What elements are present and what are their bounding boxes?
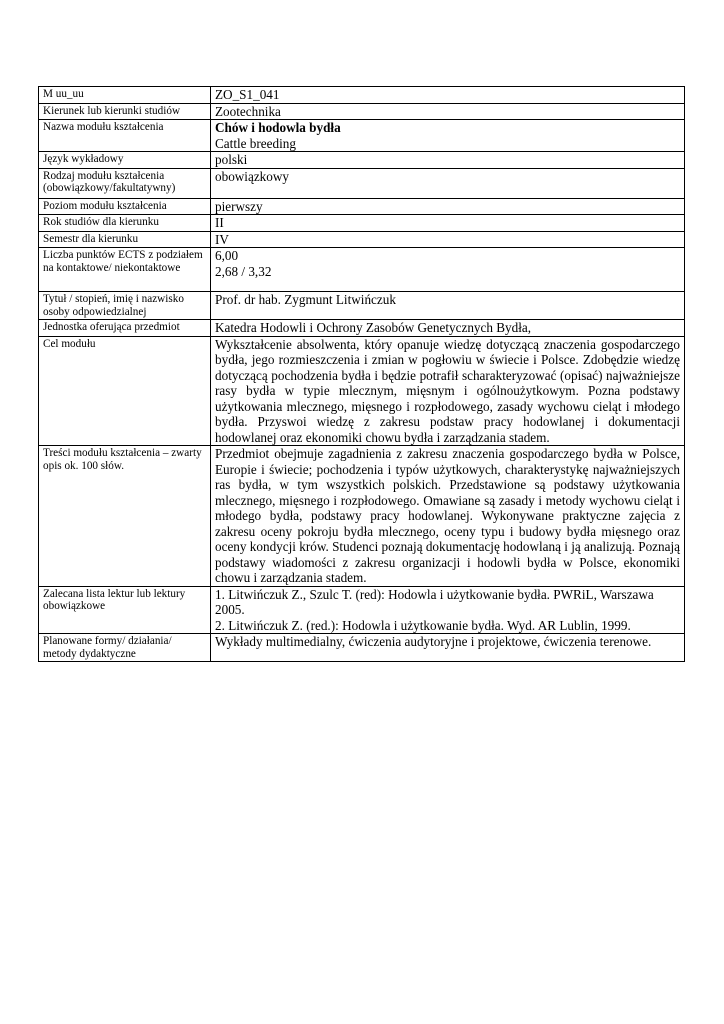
module-level-value: pierwszy: [211, 198, 685, 215]
table-row: [39, 215, 685, 232]
field-of-study-value: Zootechnika: [211, 103, 685, 120]
unit-value: Katedra Hodowli i Ochrony Zasobów Genetycznych Bydła,: [211, 320, 685, 337]
table-row: [39, 248, 685, 292]
semester-label: Semestr dla kierunku: [39, 231, 211, 248]
table-row: [39, 320, 685, 337]
teaching-methods-label: Planowane formy/ działania/ metody dydaktyczne: [39, 634, 211, 662]
field-of-study-label: Kierunek lub kierunki studiów: [39, 103, 211, 120]
table-row: [39, 103, 685, 120]
table-row: [39, 152, 685, 169]
table-row: [39, 446, 685, 587]
module-type-value: obowiązkowy: [211, 168, 685, 198]
reading-list-item: 1. Litwińczuk Z., Szulc T. (red): Hodowla i użytkowanie bydła. PWRiL, Warszawa 2005.: [215, 586, 654, 617]
table-row: [39, 198, 685, 215]
ects-cell: [211, 248, 685, 292]
study-year-value: II: [211, 215, 685, 232]
module-goal-label: Cel modułu: [39, 336, 211, 446]
responsible-person-label: Tytuł / stopień, imię i nazwisko osoby odpowiedzialnej: [39, 292, 211, 320]
module-name-english: Cattle breeding: [215, 135, 296, 151]
module-level-label: Poziom modułu kształcenia: [39, 198, 211, 215]
table-row: [39, 231, 685, 248]
reading-list-item: 2. Litwińczuk Z. (red.): Hodowla i użytkowanie bydła. Wyd. AR Lublin, 1999.: [215, 617, 631, 633]
table-row: [39, 168, 685, 198]
study-year-label: Rok studiów dla kierunku: [39, 215, 211, 232]
lecture-language-value: polski: [211, 152, 685, 169]
module-code-value: ZO_S1_041: [211, 87, 685, 104]
module-description-table: [38, 86, 685, 662]
module-goal-value: Wykształcenie absolwenta, który opanuje wiedzę dotyczącą znaczenia gospodarczego bydła, jego rozmieszczenia i zmian w pogłowiu w świecie i Polsce. Zdobędzie wiedzę dotyczącą pochodzenia bydła i będzie potrafił scharakteryzować (opisać) najważniejsze rasy bydła w typie mlecznym, mięsnym i ogólnoużytkowym. Pozna podstawy użytkowania mlecznego, mięsnego i rozpłodowego, zasady wychowu cieląt i młodego bydła. Przyswoi wiedzę z zakresu podstaw pracy hodowlanej i dokumentacji hodowlanej oraz ekonomiki chowu bydła i zarządzania stadem.: [211, 336, 685, 446]
ects-split: 2,68 / 3,32: [215, 263, 272, 279]
ects-total: 6,00: [215, 248, 239, 263]
module-name-label: Nazwa modułu kształcenia: [39, 120, 211, 152]
reading-list-label: Zalecana lista lektur lub lektury obowiązkowe: [39, 586, 211, 634]
module-content-value: Przedmiot obejmuje zagadnienia z zakresu znaczenia gospodarczego bydła w Polsce, Europie i świecie; pochodzenia i typów użytkowych, charakterystykę najważniejszych ras bydła, w tym wszystkich polskich. Przedstawione są podstawy użytkowania mlecznego, mięsnego i rozpłodowego. Omawiane są zasady i metody wychowu cieląt i młodego bydła, podstawy pracy hodowlanej. Wykonywane praktyczne zajęcia z zakresu oceny pokroju bydła mlecznego, oceny typu i budowy bydła mięsnego oraz oceny kondycji krów. Studenci poznają dokumentację hodowlaną i ją analizują. Poznają podstawy wiadomości z zakresu organizacji i hodowli bydła w Polsce, ekonomiki chowu i zarządzania stadem.: [211, 446, 685, 587]
module-code-label: M uu_uu: [39, 87, 211, 104]
ects-label: Liczba punktów ECTS z podziałem na kontaktowe/ niekontaktowe: [39, 248, 211, 292]
reading-list-cell: [211, 586, 685, 634]
responsible-person-value: Prof. dr hab. Zygmunt Litwińczuk: [211, 292, 685, 320]
table-row: [39, 87, 685, 104]
unit-label: Jednostka oferująca przedmiot: [39, 320, 211, 337]
table-row: [39, 120, 685, 152]
table-row: [39, 292, 685, 320]
table-row: [39, 586, 685, 634]
table-row: [39, 336, 685, 446]
lecture-language-label: Język wykładowy: [39, 152, 211, 169]
module-name-polish: Chów i hodowla bydła: [215, 120, 341, 135]
module-name-cell: [211, 120, 685, 152]
module-type-label: Rodzaj modułu kształcenia (obowiązkowy/fakultatywny): [39, 168, 211, 198]
module-content-label: Treści modułu kształcenia – zwarty opis ok. 100 słów.: [39, 446, 211, 587]
table-row: [39, 634, 685, 662]
semester-value: IV: [211, 231, 685, 248]
teaching-methods-value: Wykłady multimedialny, ćwiczenia audytoryjne i projektowe, ćwiczenia terenowe.: [211, 634, 685, 662]
